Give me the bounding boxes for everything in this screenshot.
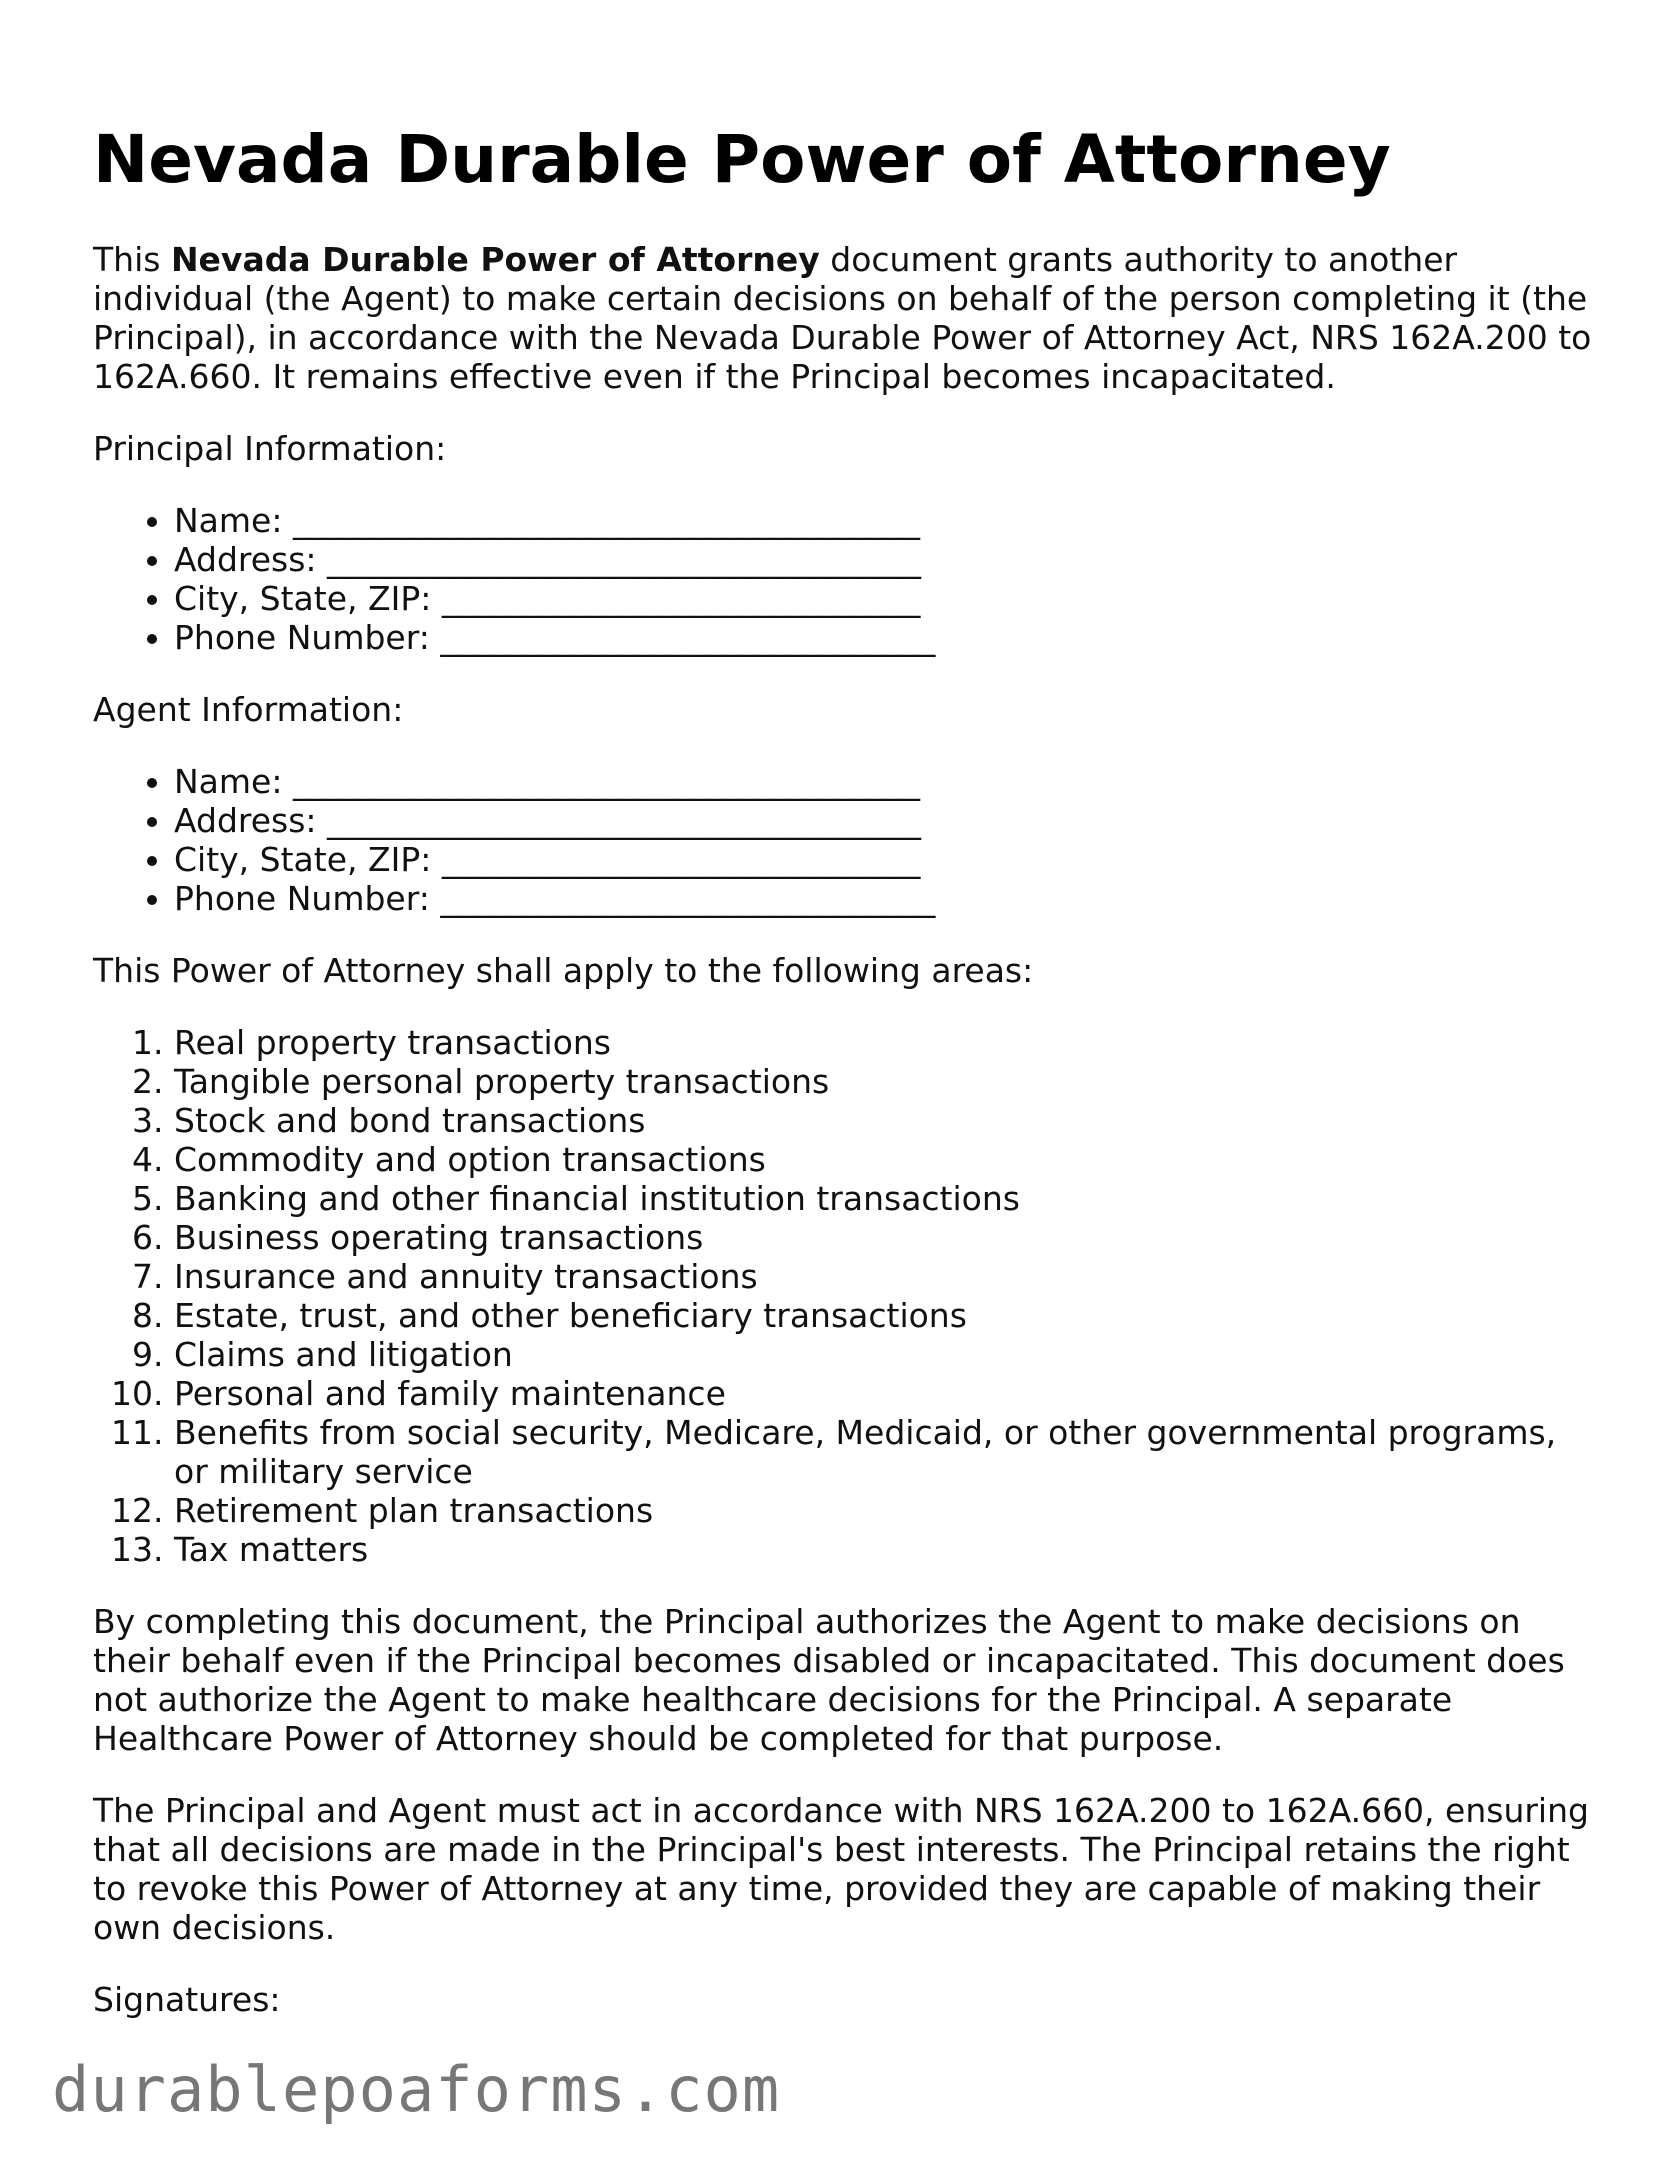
agent-fields (93, 762, 1593, 918)
areas-list (93, 1023, 1593, 1569)
list-item: 13. Tax matters (174, 1530, 1593, 1569)
field-label: Address: (174, 540, 328, 579)
agent-address-blank[interactable]: ____________________________________ (327, 801, 922, 840)
list-item: 8. Estate, trust, and other beneficiary transactions (174, 1296, 1593, 1335)
list-item: 10. Personal and family maintenance (174, 1374, 1593, 1413)
agent-name-field (174, 762, 1593, 801)
principal-city-state-zip-blank[interactable]: _____________________________ (441, 579, 921, 618)
list-item: 2. Tangible personal property transactions (174, 1062, 1593, 1101)
intro-bold: Nevada Durable Power of Attorney (170, 240, 820, 279)
principal-phone-field (174, 618, 1593, 657)
principal-name-field (174, 501, 1593, 540)
document-body (93, 240, 1593, 2052)
list-item: 6. Business operating transactions (174, 1218, 1593, 1257)
field-label: City, State, ZIP: (174, 840, 442, 879)
document-title: Nevada Durable Power of Attorney (93, 121, 1391, 198)
field-label: City, State, ZIP: (174, 579, 442, 618)
field-label: Phone Number: (174, 879, 441, 918)
agent-heading: Agent Information: (93, 690, 404, 729)
principal-fields (93, 501, 1593, 657)
agent-name-blank[interactable]: ______________________________________ (292, 762, 920, 801)
principal-phone-blank[interactable]: ______________________________ (440, 618, 936, 657)
intro-prefix: This (93, 240, 171, 279)
field-label: Phone Number: (174, 618, 441, 657)
principal-name-blank[interactable]: ______________________________________ (292, 501, 920, 540)
field-label: Name: (174, 762, 293, 801)
authorization-paragraph: By completing this document, the Principal authorizes the Agent to make decisions on their behalf even if the Principal becomes disabled or incapacitated. This document does not authorize the Agent to make healthcare decisions for the Principal. A separate Healthcare Power of Attorney should be completed for that purpose. (93, 1602, 1565, 1758)
agent-city-state-zip-field (174, 840, 1593, 879)
list-item: 1. Real property transactions (174, 1023, 1593, 1062)
list-item: 9. Claims and litigation (174, 1335, 1593, 1374)
areas-heading: This Power of Attorney shall apply to the following areas: (93, 951, 1034, 990)
principal-city-state-zip-field (174, 579, 1593, 618)
obligations-paragraph: The Principal and Agent must act in accordance with NRS 162A.200 to 162A.660, ensuring that all decisions are made in the Principal's best interests. The Principal retains the right to revoke this Power of Attorney at any time, provided they are capable of making their own decisions. (93, 1791, 1589, 1947)
agent-city-state-zip-blank[interactable]: _____________________________ (441, 840, 921, 879)
principal-address-blank[interactable]: ____________________________________ (327, 540, 922, 579)
intro-paragraph (93, 240, 1593, 396)
agent-address-field (174, 801, 1593, 840)
watermark: durablepoaforms.com (52, 2053, 781, 2126)
principal-heading: Principal Information: (93, 429, 447, 468)
list-item: 7. Insurance and annuity transactions (174, 1257, 1593, 1296)
list-item: 3. Stock and bond transactions (174, 1101, 1593, 1140)
intro-suffix: document grants authority to another individual (the Agent) to make certain decisions on behalf of the person completing it (the Principal), in accordance with the Nevada Durable Power of Attorney Act, NRS 162A.200 to 162A.660. It remains effective even if the Principal becomes incapacitated. (93, 240, 1592, 396)
principal-address-field (174, 540, 1593, 579)
agent-phone-field (174, 879, 1593, 918)
signatures-heading: Signatures: (93, 1980, 281, 2019)
agent-phone-blank[interactable]: ______________________________ (440, 879, 936, 918)
list-item: 4. Commodity and option transactions (174, 1140, 1593, 1179)
list-item: 12. Retirement plan transactions (174, 1491, 1593, 1530)
field-label: Name: (174, 501, 293, 540)
list-item: 5. Banking and other financial institution transactions (174, 1179, 1593, 1218)
list-item: 11. Benefits from social security, Medicare, Medicaid, or other governmental programs, or military service (174, 1413, 1593, 1491)
field-label: Address: (174, 801, 328, 840)
